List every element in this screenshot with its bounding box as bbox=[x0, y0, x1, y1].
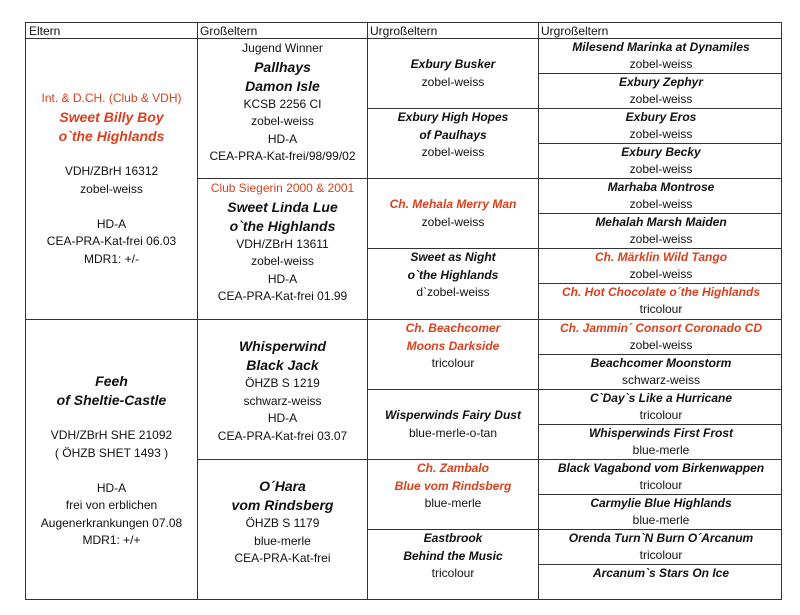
ancestor-name: Carmylie Blue Highlands bbox=[590, 496, 732, 510]
ancestor-cell bbox=[539, 179, 783, 213]
parent-sire bbox=[26, 39, 197, 319]
header-grandparents: Großeltern bbox=[200, 24, 258, 38]
great-grandparent-color: zobel-weiss bbox=[421, 145, 485, 159]
grandparent-name-line1: Pallhays bbox=[254, 58, 311, 75]
great-grandparent-cell bbox=[368, 249, 538, 319]
great-grandparent-name-line2: o`the Highlands bbox=[407, 267, 499, 282]
grandparent-cell bbox=[198, 320, 367, 459]
great-grandparent-name-line2: Blue vom Rindsberg bbox=[394, 478, 512, 493]
sire-registration: VDH/ZBrH 16312 bbox=[64, 164, 159, 178]
sire-mdr: MDR1: +/- bbox=[83, 251, 139, 266]
grandparent-name-line2: vom Rindsberg bbox=[231, 497, 334, 513]
ancestor-color: tricolour bbox=[639, 478, 683, 492]
dam-name-line2: of Sheltie-Castle bbox=[56, 391, 167, 408]
dam-registration-alt: ( ÖHZB SHET 1493 ) bbox=[54, 445, 169, 460]
great-grandparent-color: tricolour bbox=[431, 566, 475, 580]
ancestor-color: blue-merle bbox=[632, 513, 690, 527]
great-grandparent-cell bbox=[368, 530, 538, 601]
header-great-great-grandparents: Urgroßeltern bbox=[541, 24, 609, 38]
grandparent-name-line1: Whisperwind bbox=[238, 338, 327, 354]
ancestor-name: Ch. Märklin Wild Tango bbox=[594, 250, 728, 264]
ancestor-name: C`Day`s Like a Hurricane bbox=[589, 391, 733, 405]
great-grandparent-cell bbox=[368, 390, 538, 459]
sire-name-line2: o`the Highlands bbox=[58, 127, 165, 144]
ancestor-name: Orenda Turn`N Burn O´Arcanum bbox=[568, 531, 754, 545]
great-grandparent-cell bbox=[368, 460, 538, 529]
ancestor-name: Beachcomer Moonstorm bbox=[590, 356, 732, 370]
ancestor-color: zobel-weiss bbox=[629, 127, 693, 141]
ancestor-cell bbox=[539, 565, 783, 600]
ancestor-name: Black Vagabond vom Birkenwappen bbox=[557, 461, 765, 475]
ancestor-color: zobel-weiss bbox=[629, 162, 693, 176]
header-great-grandparents: Urgroßeltern bbox=[370, 24, 438, 38]
ancestor-color: blue-merle bbox=[632, 443, 690, 457]
great-grandparent-color: d`zobel-weiss bbox=[416, 285, 490, 299]
grandparent-hd: HD-A bbox=[267, 411, 298, 425]
ancestor-color: zobel-weiss bbox=[629, 338, 693, 352]
grandparent-name-line2: Damon Isle bbox=[245, 77, 320, 94]
ancestor-color: tricolour bbox=[639, 548, 683, 562]
grandparent-title: Jugend Winner bbox=[242, 41, 323, 55]
great-grandparent-name: Ch. Beachcomer bbox=[405, 321, 501, 335]
grandparent-color: blue-merle bbox=[254, 533, 311, 548]
great-grandparent-name: Ch. Zambalo bbox=[416, 461, 489, 475]
ancestor-cell bbox=[539, 460, 783, 494]
ancestor-name: Ch. Hot Chocolate o´the Highlands bbox=[562, 285, 760, 299]
ancestor-color: tricolour bbox=[639, 408, 683, 422]
grandparent-registration: ÖHZB S 1179 bbox=[245, 516, 320, 530]
ancestor-cell bbox=[539, 214, 783, 248]
grandparent-registration: VDH/ZBrH 13611 bbox=[236, 236, 329, 251]
dam-name-line1: Feeh bbox=[95, 372, 128, 389]
ancestor-name: Arcanum`s Stars On Ice bbox=[592, 566, 730, 580]
grandparent-name-line2: o`the Highlands bbox=[229, 217, 336, 234]
great-grandparent-cell bbox=[368, 320, 538, 389]
grandparent-name-line2: Black Jack bbox=[246, 357, 319, 373]
ancestor-name: Exbury Zephyr bbox=[618, 75, 704, 89]
ancestor-cell bbox=[539, 39, 783, 73]
dam-note-line2: Augenerkrankungen 07.08 bbox=[40, 515, 183, 530]
grandparent-color: schwarz-weiss bbox=[243, 393, 322, 408]
ancestor-name: Milesend Marinka at Dynamiles bbox=[572, 40, 750, 54]
ancestor-cell bbox=[539, 390, 783, 424]
great-grandparent-name: Exbury High Hopes bbox=[397, 110, 509, 124]
great-grandparent-color: blue-merle bbox=[424, 496, 482, 510]
ancestor-cell bbox=[539, 249, 783, 283]
ancestor-color: zobel-weiss bbox=[629, 232, 693, 246]
dam-hd: HD-A bbox=[96, 480, 127, 495]
grandparent-color: zobel-weiss bbox=[251, 114, 314, 128]
parent-dam bbox=[26, 320, 197, 601]
ancestor-name: Marhaba Montrose bbox=[607, 180, 715, 194]
ancestor-name: Whisperwinds First Frost bbox=[588, 426, 733, 440]
sire-pra: CEA-PRA-Kat-frei 06.03 bbox=[46, 234, 177, 248]
ancestor-cell bbox=[539, 144, 783, 178]
sire-color: zobel-weiss bbox=[80, 181, 143, 196]
ancestor-name: Exbury Eros bbox=[625, 110, 697, 124]
ancestor-name: Mehalah Marsh Maiden bbox=[595, 215, 727, 229]
dam-note-line1: frei von erblichen bbox=[65, 498, 158, 512]
great-grandparent-cell bbox=[368, 39, 538, 108]
grandparent-name-line1: O´Hara bbox=[259, 478, 306, 494]
great-grandparent-color: zobel-weiss bbox=[421, 214, 485, 229]
grandparent-cell bbox=[198, 460, 367, 601]
grandparent-hd: HD-A bbox=[267, 271, 298, 286]
ancestor-cell bbox=[539, 355, 783, 389]
dam-mdr: MDR1: +/+ bbox=[82, 533, 141, 547]
ancestor-color: zobel-weiss bbox=[629, 92, 693, 106]
great-grandparent-name: Wisperwinds Fairy Dust bbox=[385, 408, 521, 422]
ancestor-name: Exbury Becky bbox=[621, 145, 701, 159]
great-grandparent-name: Sweet as Night bbox=[410, 250, 496, 264]
great-grandparent-name-line2: Behind the Music bbox=[403, 548, 503, 563]
ancestor-color: zobel-weiss bbox=[629, 267, 693, 281]
ancestor-cell bbox=[539, 425, 783, 459]
ancestor-color: tricolour bbox=[639, 302, 683, 316]
pedigree-table bbox=[25, 22, 782, 600]
ancestor-cell bbox=[539, 109, 783, 143]
great-grandparent-color: blue-merle-o-tan bbox=[408, 425, 498, 440]
ancestor-cell bbox=[539, 320, 783, 354]
great-grandparent-name-line2: Moons Darkside bbox=[406, 338, 500, 353]
sire-title: Int. & D.CH. (Club & VDH) bbox=[41, 91, 182, 105]
grandparent-hd: HD-A bbox=[267, 131, 298, 146]
grandparent-pra: CEA-PRA-Kat-frei bbox=[234, 551, 331, 565]
great-grandparent-cell bbox=[368, 109, 538, 178]
grandparent-registration: KCSB 2256 CI bbox=[243, 96, 322, 111]
grandparent-name-line1: Sweet Linda Lue bbox=[227, 198, 338, 215]
dam-registration: VDH/ZBrH SHE 21092 bbox=[50, 428, 173, 442]
header-parents: Eltern bbox=[29, 24, 61, 38]
grandparent-title: Club Siegerin 2000 & 2001 bbox=[210, 181, 355, 195]
ancestor-color: zobel-weiss bbox=[629, 57, 693, 71]
great-grandparent-cell bbox=[368, 179, 538, 248]
grandparent-color: zobel-weiss bbox=[251, 254, 314, 268]
grandparent-cell bbox=[198, 39, 367, 178]
sire-name-line1: Sweet Billy Boy bbox=[59, 108, 164, 125]
grandparent-pra: CEA-PRA-Kat-frei/98/99/02 bbox=[209, 149, 356, 163]
great-grandparent-name: Eastbrook bbox=[423, 531, 483, 545]
ancestor-color: schwarz-weiss bbox=[621, 373, 700, 387]
grandparent-cell bbox=[198, 179, 367, 319]
grandparent-pra: CEA-PRA-Kat-frei 03.07 bbox=[217, 428, 348, 443]
ancestor-name: Ch. Jammin´ Consort Coronado CD bbox=[559, 321, 762, 335]
ancestor-cell bbox=[539, 284, 783, 319]
great-grandparent-color: tricolour bbox=[431, 356, 475, 370]
great-grandparent-name: Ch. Mehala Merry Man bbox=[389, 197, 517, 211]
grandparent-pra: CEA-PRA-Kat-frei 01.99 bbox=[217, 289, 348, 303]
great-grandparent-name-line2: of Paulhays bbox=[419, 127, 487, 142]
great-grandparent-name: Exbury Busker bbox=[410, 57, 496, 71]
ancestor-color: zobel-weiss bbox=[629, 197, 693, 211]
ancestor-cell bbox=[539, 495, 783, 529]
sire-hd: HD-A bbox=[96, 216, 127, 231]
ancestor-cell bbox=[539, 530, 783, 564]
great-grandparent-color: zobel-weiss bbox=[421, 74, 485, 89]
grandparent-registration: ÖHZB S 1219 bbox=[245, 376, 320, 390]
